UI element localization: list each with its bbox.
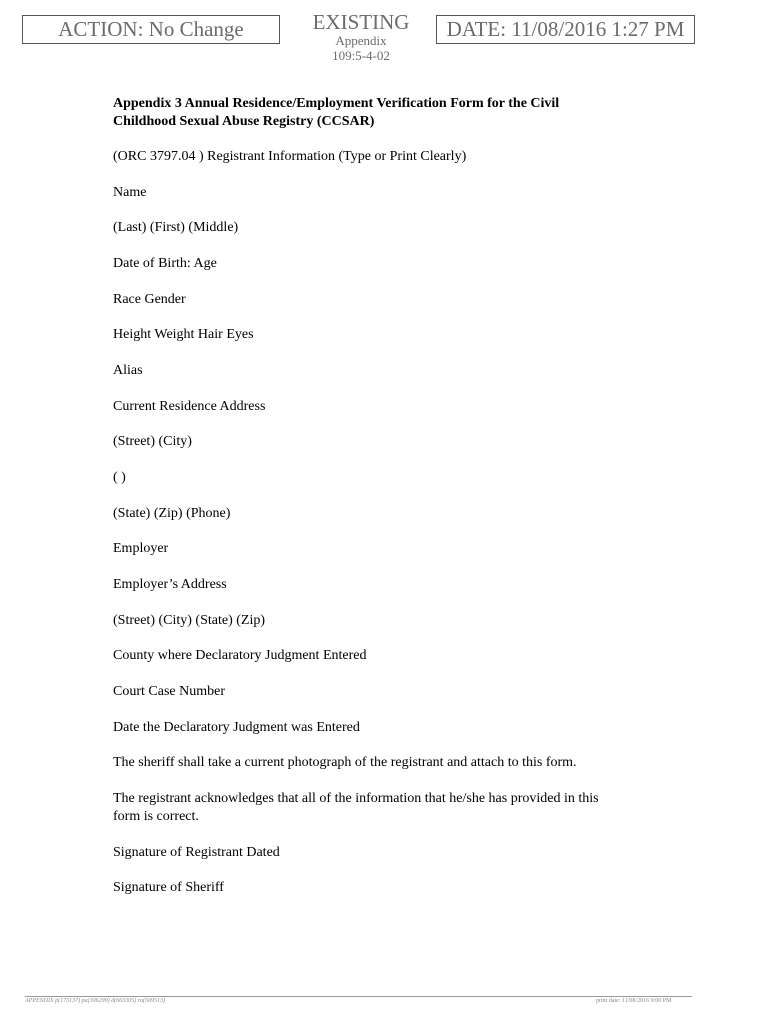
registrant-info-heading: (ORC 3797.04 ) Registrant Information (Type or Print Clearly): [113, 149, 467, 164]
residence-address-label: Current Residence Address: [113, 399, 266, 414]
county-judgment-label: County where Declaratory Judgment Entered: [113, 648, 367, 663]
appendix-label: Appendix: [335, 33, 387, 48]
name-parts-label: (Last) (First) (Middle): [113, 220, 239, 235]
dob-age-label: Date of Birth: Age: [113, 256, 217, 271]
employer-address-parts-label: (Street) (City) (State) (Zip): [113, 613, 266, 628]
photograph-instruction: The sheriff shall take a current photograph of the registrant and attach to this form.: [113, 755, 577, 770]
sheriff-signature-label: Signature of Sheriff: [113, 880, 224, 895]
footer-document-ids: APPENDIX p(173137) pa(306299) d(663305) ra(509513): [25, 998, 165, 1004]
action-label: ACTION: No Change: [58, 17, 244, 41]
race-gender-label: Race Gender: [113, 292, 186, 307]
registrant-signature-label: Signature of Registrant Dated: [113, 845, 280, 860]
status-label: EXISTING: [312, 10, 410, 34]
alias-label: Alias: [113, 363, 143, 378]
form-title-line-1: Appendix 3 Annual Residence/Employment Verification Form for the Civil: [113, 96, 560, 111]
footer-print-date: print date: 11/08/2016 9:00 PM: [596, 998, 672, 1004]
court-case-number-label: Court Case Number: [113, 684, 225, 699]
rule-number: 109:5-4-02: [332, 48, 390, 63]
street-city-label: (Street) (City): [113, 434, 192, 449]
form-body: [113, 95, 653, 895]
name-field-label: Name: [113, 185, 147, 200]
acknowledgment-line-1: The registrant acknowledges that all of the information that he/she has provided in this: [113, 791, 599, 806]
footer-divider: [25, 996, 692, 997]
judgment-date-label: Date the Declaratory Judgment was Entered: [113, 720, 360, 735]
existing-stamp: [300, 11, 422, 63]
employer-label: Employer: [113, 541, 169, 556]
state-zip-phone-label: (State) (Zip) (Phone): [113, 506, 231, 521]
date-label: DATE: 11/08/2016 1:27 PM: [446, 17, 685, 41]
acknowledgment-line-2: form is correct.: [113, 809, 199, 824]
action-status-box: [22, 15, 280, 44]
employer-address-label: Employer’s Address: [113, 577, 227, 592]
physical-description-label: Height Weight Hair Eyes: [113, 327, 254, 342]
form-title-line-2: Childhood Sexual Abuse Registry (CCSAR): [113, 114, 375, 129]
date-box: [436, 15, 695, 44]
phone-parentheses: ( ): [113, 470, 126, 485]
